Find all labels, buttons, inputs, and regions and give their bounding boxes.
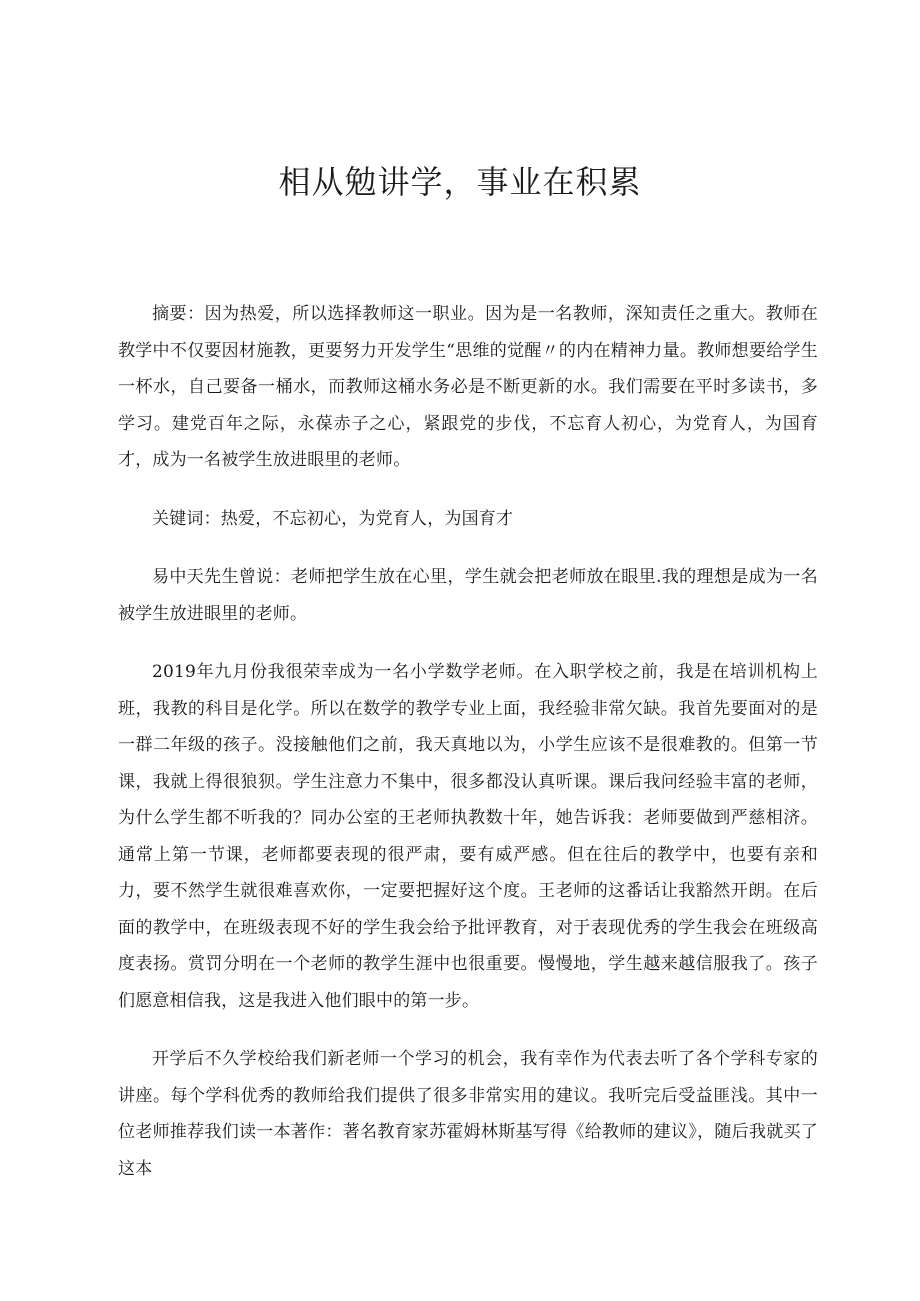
keywords-paragraph: 关键词：热爱，不忘初心，为党育人，为国育才 — [152, 508, 514, 529]
body-paragraph-2: 开学后不久学校给我们新老师一个学习的机会，我有幸作为代表去听了各个学科专家的讲座。每个学科优秀的教师给我们提供了很多非常实用的建议。我听完后受益匪浅。其中一位老师推荐我们读一本著作：著名教育家苏霍姆林斯基写得《给教师的建议》，随后我就买了这本 — [118, 1049, 818, 1179]
body-paragraph-1: 2019年九月份我很荣幸成为一名小学数学老师。在入职学校之前，我是在培训机构上班，我教的科目是化学。所以在数学的教学专业上面，我经验非常欠缺。我首先要面对的是一群二年级的孩子。没接触他们之前，我天真地以为，小学生应该不是很难教的。但第一节课，我就上得很狼狈。学生注意力不集中，很多都没认真听课。课后我问经验丰富的老师，为什么学生都不听我的？同办公室的王老师执教数十年，她告诉我：老师要做到严慈相济。通常上第一节课，老师都要表现的很严肃，要有威严感。但在往后的教学中，也要有亲和力，要不然学生就很难喜欢你，一定要把握好这个度。王老师的这番话让我豁然开朗。在后面的教学中，在班级表现不好的学生我会给予批评教育，对于表现优秀的学生我会在班级高度表扬。赏罚分明在一个老师的教学生涯中也很重要。慢慢地，学生越来越信服我了。孩子们愿意相信我，这是我进入他们眼中的第一步。 — [118, 662, 818, 1011]
quote-paragraph: 易中天先生曾说：老师把学生放在心里，学生就会把老师放在眼里.我的理想是成为一名被学生放进眼里的老师。 — [118, 567, 818, 624]
page-title: 相从勉讲学，事业在积累 — [278, 163, 642, 201]
abstract-paragraph: 摘要：因为热爱，所以选择教师这一职业。因为是一名教师，深知责任之重大。教师在教学中不仅要因材施教，更要努力开发学生“思维的觉醒〃的内在精神力量。教师想要给学生一杯水，自己要备一桶水，而教师这桶水务必是不断更新的水。我们需要在平时多读书，多学习。建党百年之际，永葆赤子之心，紧跟党的步伐，不忘育人初心，为党育人，为国育才，成为一名被学生放进眼里的老师。 — [118, 304, 818, 470]
document-body — [118, 296, 818, 1209]
